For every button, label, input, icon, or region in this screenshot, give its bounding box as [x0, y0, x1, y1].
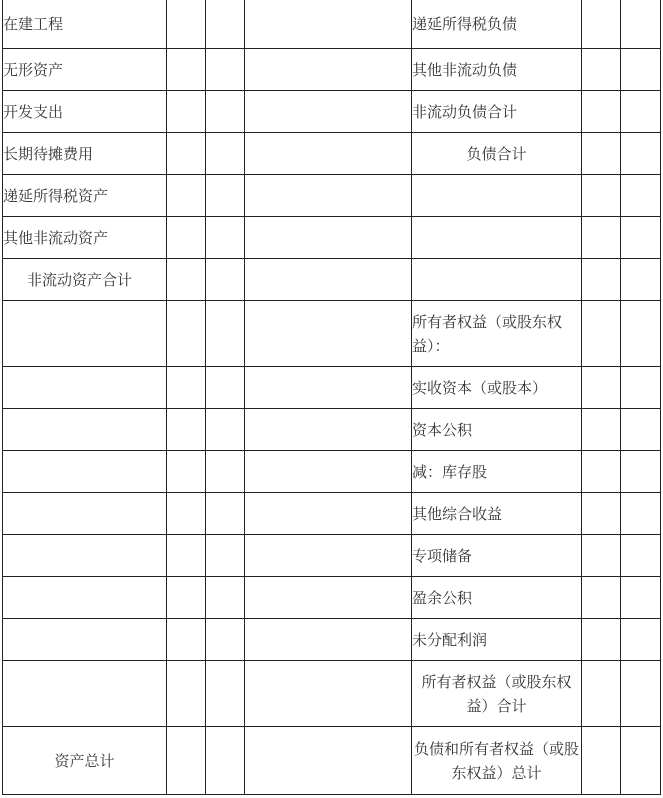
- table-row: [3, 493, 661, 535]
- table-row: [3, 535, 661, 577]
- equity-item-label: 未分配利润: [412, 619, 582, 661]
- table-row: [3, 409, 661, 451]
- value-cell: [245, 301, 412, 367]
- value-cell: [582, 661, 621, 727]
- value-cell: [245, 577, 412, 619]
- table-row: [3, 175, 661, 217]
- value-cell: [206, 367, 245, 409]
- value-cell: [582, 727, 621, 795]
- value-cell: [621, 451, 661, 493]
- asset-item-label: [3, 409, 167, 451]
- value-cell: [206, 49, 245, 91]
- value-cell: [167, 217, 206, 259]
- table-row: [3, 367, 661, 409]
- value-cell: [245, 451, 412, 493]
- value-cell: [582, 217, 621, 259]
- value-cell: [582, 91, 621, 133]
- value-cell: [582, 619, 621, 661]
- table-row: [3, 451, 661, 493]
- liability-item-label: 非流动负债合计: [412, 91, 582, 133]
- value-cell: [621, 535, 661, 577]
- value-cell: [582, 367, 621, 409]
- value-cell: [621, 409, 661, 451]
- value-cell: [582, 577, 621, 619]
- value-cell: [167, 535, 206, 577]
- value-cell: [167, 367, 206, 409]
- asset-total-label: 非流动资产合计: [3, 259, 167, 301]
- value-cell: [582, 133, 621, 175]
- value-cell: [621, 91, 661, 133]
- asset-item-label: [3, 367, 167, 409]
- table-row: [3, 217, 661, 259]
- value-cell: [621, 301, 661, 367]
- value-cell: [621, 0, 661, 49]
- value-cell: [206, 301, 245, 367]
- asset-item-label: [3, 301, 167, 367]
- value-cell: [621, 367, 661, 409]
- table-row: [3, 619, 661, 661]
- value-cell: [167, 577, 206, 619]
- value-cell: [582, 493, 621, 535]
- value-cell: [167, 49, 206, 91]
- equity-item-label: 实收资本（或股本）: [412, 367, 582, 409]
- equity-item-label: 专项储备: [412, 535, 582, 577]
- value-cell: [167, 91, 206, 133]
- value-cell: [245, 91, 412, 133]
- value-cell: [206, 451, 245, 493]
- value-cell: [206, 217, 245, 259]
- asset-item-label: [3, 493, 167, 535]
- value-cell: [621, 217, 661, 259]
- equity-section-heading: 所有者权益（或股东权益）：: [412, 301, 582, 367]
- table-row: [3, 259, 661, 301]
- liability-item-label: 其他非流动负债: [412, 49, 582, 91]
- value-cell: [245, 409, 412, 451]
- value-cell: [582, 49, 621, 91]
- asset-item-label: 在建工程: [3, 0, 167, 49]
- value-cell: [582, 301, 621, 367]
- equity-item-label: 其他综合收益: [412, 493, 582, 535]
- table-row: [3, 91, 661, 133]
- table-row: [3, 49, 661, 91]
- value-cell: [167, 301, 206, 367]
- value-cell: [582, 409, 621, 451]
- equity-item-label: 资本公积: [412, 409, 582, 451]
- asset-item-label: 递延所得税资产: [3, 175, 167, 217]
- value-cell: [206, 259, 245, 301]
- value-cell: [621, 49, 661, 91]
- liability-item-label: 递延所得税负债: [412, 0, 582, 49]
- asset-item-label: [3, 451, 167, 493]
- value-cell: [621, 577, 661, 619]
- value-cell: [206, 0, 245, 49]
- value-cell: [582, 0, 621, 49]
- liability-item-label: [412, 259, 582, 301]
- asset-item-label: 开发支出: [3, 91, 167, 133]
- value-cell: [621, 727, 661, 795]
- total-assets-label: 资产总计: [3, 727, 167, 795]
- table-row: [3, 0, 661, 49]
- value-cell: [621, 493, 661, 535]
- value-cell: [245, 49, 412, 91]
- value-cell: [245, 133, 412, 175]
- value-cell: [167, 727, 206, 795]
- value-cell: [245, 259, 412, 301]
- value-cell: [245, 0, 412, 49]
- value-cell: [621, 661, 661, 727]
- value-cell: [245, 493, 412, 535]
- asset-item-label: [3, 619, 167, 661]
- value-cell: [206, 493, 245, 535]
- value-cell: [621, 259, 661, 301]
- value-cell: [167, 175, 206, 217]
- balance-sheet-table: [2, 0, 661, 795]
- table-row: [3, 661, 661, 727]
- value-cell: [245, 727, 412, 795]
- equity-item-label: 减：库存股: [412, 451, 582, 493]
- equity-item-label: 盈余公积: [412, 577, 582, 619]
- asset-item-label: 其他非流动资产: [3, 217, 167, 259]
- value-cell: [206, 577, 245, 619]
- value-cell: [206, 409, 245, 451]
- value-cell: [167, 451, 206, 493]
- value-cell: [167, 409, 206, 451]
- liability-item-label: [412, 217, 582, 259]
- value-cell: [582, 259, 621, 301]
- table-row: [3, 577, 661, 619]
- value-cell: [621, 133, 661, 175]
- value-cell: [621, 619, 661, 661]
- value-cell: [245, 661, 412, 727]
- value-cell: [206, 175, 245, 217]
- value-cell: [167, 259, 206, 301]
- value-cell: [245, 619, 412, 661]
- liability-item-label: [412, 175, 582, 217]
- value-cell: [245, 217, 412, 259]
- value-cell: [206, 727, 245, 795]
- asset-item-label: 长期待摊费用: [3, 133, 167, 175]
- value-cell: [582, 451, 621, 493]
- value-cell: [206, 133, 245, 175]
- asset-item-label: [3, 661, 167, 727]
- total-liabilities-equity-label: 负债和所有者权益（或股东权益）总计: [412, 727, 582, 795]
- value-cell: [167, 661, 206, 727]
- value-cell: [245, 535, 412, 577]
- value-cell: [167, 619, 206, 661]
- asset-item-label: 无形资产: [3, 49, 167, 91]
- value-cell: [582, 175, 621, 217]
- asset-item-label: [3, 577, 167, 619]
- table-row: [3, 301, 661, 367]
- value-cell: [245, 367, 412, 409]
- value-cell: [206, 661, 245, 727]
- value-cell: [206, 535, 245, 577]
- table-row: [3, 133, 661, 175]
- table-row: [3, 727, 661, 795]
- asset-item-label: [3, 535, 167, 577]
- value-cell: [167, 493, 206, 535]
- value-cell: [167, 133, 206, 175]
- equity-total-label: 所有者权益（或股东权益）合计: [412, 661, 582, 727]
- value-cell: [582, 535, 621, 577]
- value-cell: [245, 175, 412, 217]
- value-cell: [621, 175, 661, 217]
- value-cell: [206, 91, 245, 133]
- value-cell: [206, 619, 245, 661]
- value-cell: [167, 0, 206, 49]
- liability-total-label: 负债合计: [412, 133, 582, 175]
